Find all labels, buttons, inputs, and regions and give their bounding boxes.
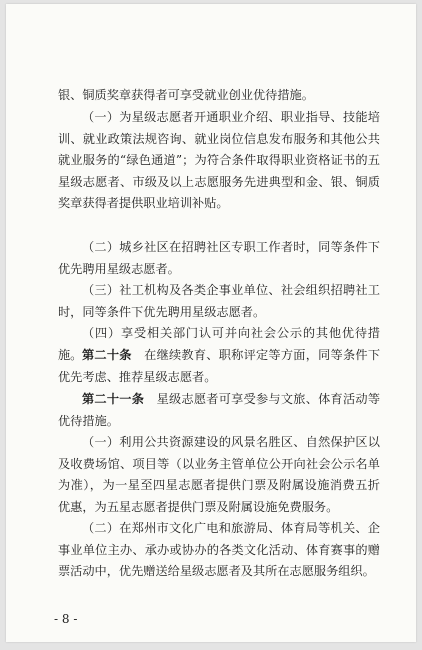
article-heading: 第二十一条 xyxy=(82,392,145,406)
paragraph-text: （一）为星级志愿者开通职业介绍、职业指导、技能培训、就业政策法规咨询、就业岗位信息发布服务和其他公共就业服务的“绿色通道”；为符合条件取得职业资格证书的五星级志愿者、市级及以上志愿服务先进典型和金、银、铜质奖章获得者提供职业培训补贴。 xyxy=(58,110,380,211)
page-number: - 8 - xyxy=(54,612,78,626)
article-spacer xyxy=(132,348,144,362)
article-heading: 第二十条 xyxy=(82,348,132,362)
paragraph-text: （一）利用公共资源建设的风景名胜区、自然保护区以及收费场馆、项目等（以业务主管单位公开向社会公示名单为准），为一星至四星志愿者提供门票及附属设施消费五折优惠，为五星志愿者提供门票及附属设施免费服务。 xyxy=(58,435,380,514)
article-21 xyxy=(58,389,380,432)
paragraph-text: （二）在郑州市文化广电和旅游局、体育局等机关、企事业单位主办、承办或协办的各类文化活动、体育赛事的赠票活动中，优先赠送给星级志愿者及其所在志愿服务组织。 xyxy=(58,521,380,579)
paragraph-item-1 xyxy=(58,107,380,215)
article-20 xyxy=(58,345,380,388)
paragraph-text: （四）享受相关部门认可并向社会公示的其他优待措施。 xyxy=(58,326,380,362)
paragraph-item-2b xyxy=(58,518,380,583)
paragraph-text: 银、铜质奖章获得者可享受就业创业优待措施。 xyxy=(58,88,314,102)
paragraph-text: （二）城乡社区在招聘社区专职工作者时，同等条件下优先聘用星级志愿者。 xyxy=(58,240,380,276)
paragraph-continuation xyxy=(58,85,380,107)
paragraph-item-3 xyxy=(58,280,380,323)
article-spacer xyxy=(144,392,156,406)
paragraph-text: 在继续教育、职称评定等方面，同等条件下优先考虑、推荐星级志愿者。 xyxy=(58,348,381,384)
paragraph-text: 星级志愿者可享受参与文旅、体育活动等优待措施。 xyxy=(58,392,381,428)
document-page xyxy=(6,4,416,642)
paragraph-item-1b xyxy=(58,432,380,518)
paragraph-text: （三）社工机构及各类企事业单位、社会组织招聘社工时，同等条件下优先聘用星级志愿者。 xyxy=(58,283,380,319)
paragraph-item-2 xyxy=(58,237,380,280)
